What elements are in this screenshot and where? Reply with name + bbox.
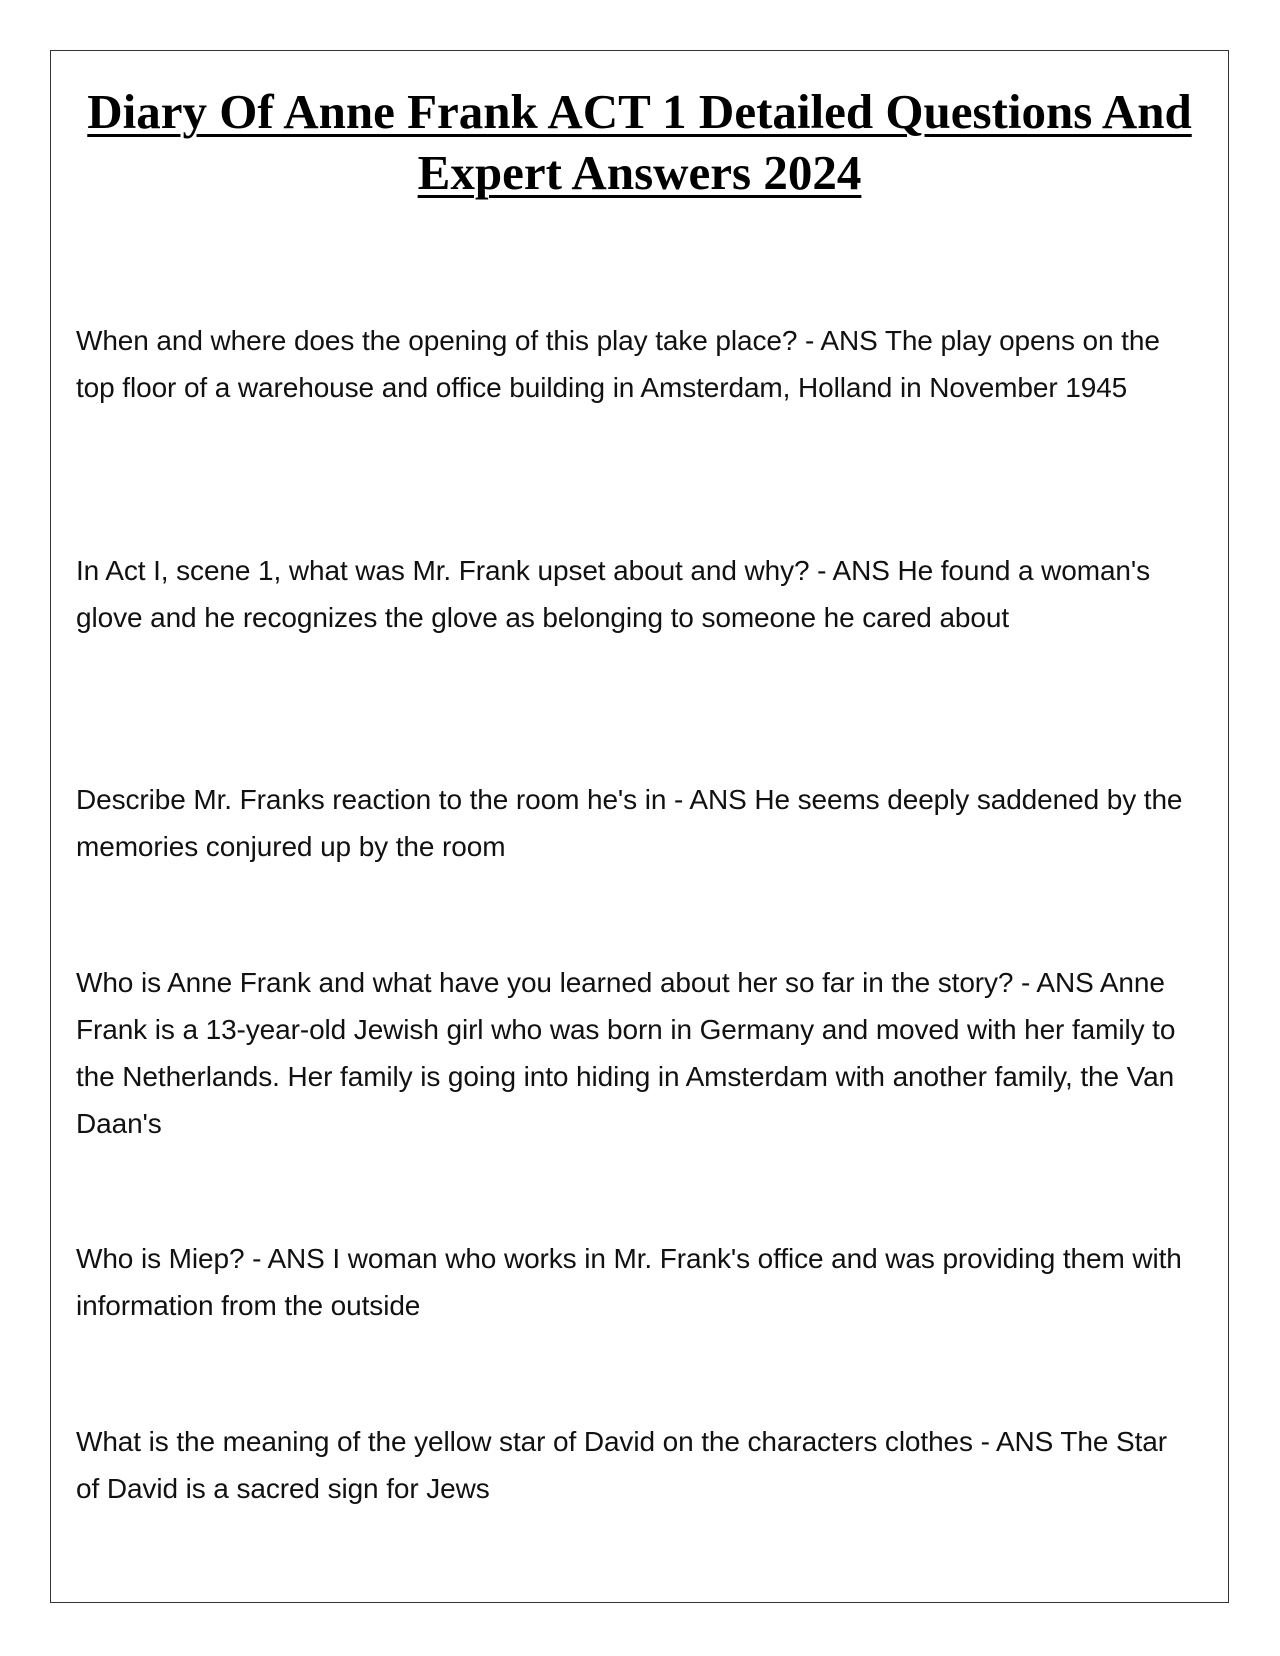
qa-item-5: Who is Miep? - ANS I woman who works in Mr. Frank's office and was providing them with information from the outside: [76, 1243, 1182, 1321]
qa-item-4: Who is Anne Frank and what have you learned about her so far in the story? - ANS Anne Frank is a 13-year-old Jewish girl who was born in Germany and moved with her family to the Netherlands. Her family is going into hiding in Amsterdam with another family, the Van Daan's: [76, 967, 1176, 1139]
qa-item-2: In Act I, scene 1, what was Mr. Frank upset about and why? - ANS He found a woman's glove and he recognizes the glove as belonging to someone he cared about: [76, 555, 1151, 633]
qa-item-3: Describe Mr. Franks reaction to the room he's in - ANS He seems deeply saddened by the memories conjured up by the room: [76, 784, 1183, 862]
qa-item-1: When and where does the opening of this play take place? - ANS The play opens on the top floor of a warehouse and office building in Amsterdam, Holland in November 1945: [76, 325, 1160, 403]
document-title: Diary Of Anne Frank ACT 1 Detailed Questions And Expert Answers 2024: [87, 84, 1192, 200]
document-page: [50, 50, 1229, 1603]
qa-item-6: What is the meaning of the yellow star of David on the characters clothes - ANS The Star of David is a sacred sign for Jews: [76, 1426, 1167, 1504]
